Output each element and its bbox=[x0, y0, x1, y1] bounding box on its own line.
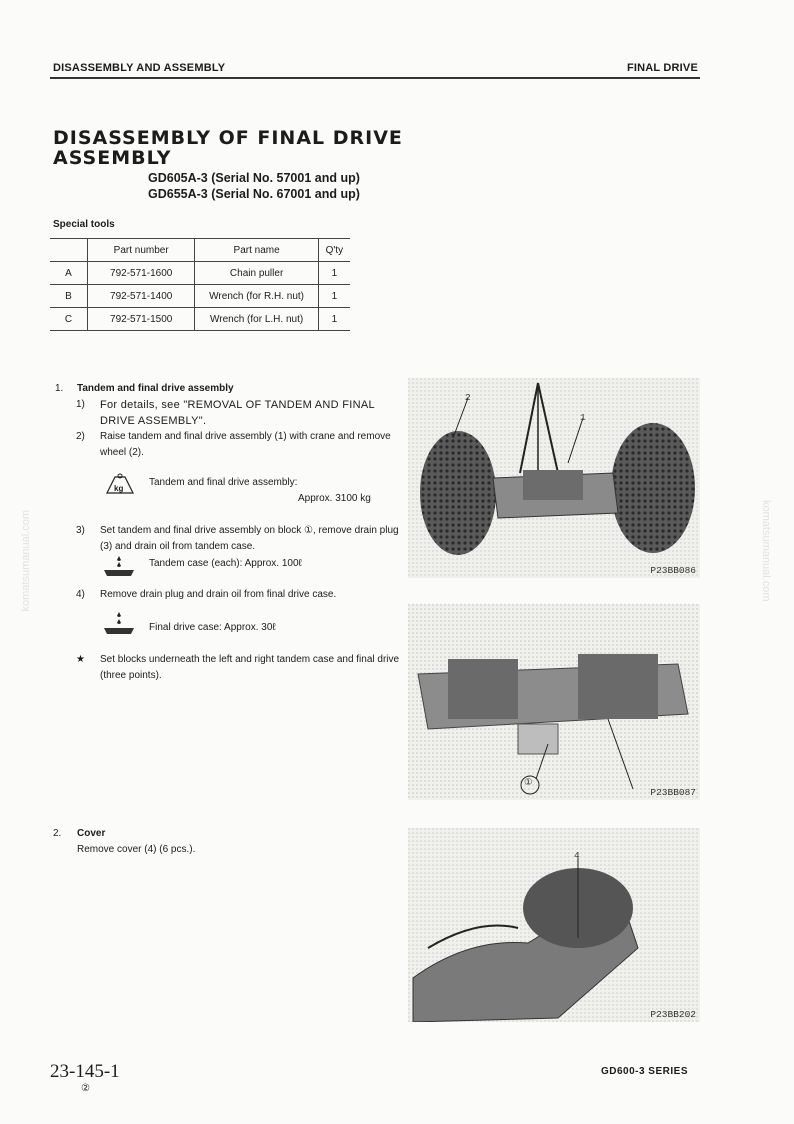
tool-part-number: 792-571-1500 bbox=[87, 308, 195, 331]
serial-gd655: GD655A-3 (Serial No. 67001 and up) bbox=[148, 187, 360, 201]
sub-number: 1) bbox=[76, 399, 85, 410]
tool-id: C bbox=[50, 308, 87, 331]
table-header-cell: Part number bbox=[87, 239, 195, 262]
tool-id: B bbox=[50, 285, 87, 308]
special-tools-label: Special tools bbox=[53, 219, 115, 230]
tool-part-number: 792-571-1600 bbox=[87, 262, 195, 285]
sub-text: Raise tandem and final drive assembly (1) with crane and remove wheel (2). bbox=[100, 431, 391, 458]
figure-tandem-on-blocks-illustration bbox=[408, 604, 700, 800]
callout-1: 1 bbox=[580, 412, 586, 423]
table-header-cell: Q'ty bbox=[318, 239, 350, 262]
weight-icon bbox=[103, 473, 137, 495]
figure-tandem-crane-illustration bbox=[408, 378, 700, 578]
sub-text: For details, see "REMOVAL OF TANDEM AND FINAL DRIVE ASSEMBLY". bbox=[100, 399, 375, 427]
watermark-left: komatsumanual.com bbox=[20, 510, 32, 612]
weight-icon-label: kg bbox=[114, 484, 124, 493]
page-title-line1: DISASSEMBLY OF FINAL DRIVE bbox=[53, 127, 403, 149]
sub-number: 4) bbox=[76, 589, 85, 600]
table-row bbox=[50, 308, 350, 331]
serial-gd605: GD605A-3 (Serial No. 57001 and up) bbox=[148, 171, 360, 185]
oil-final-drive-text: Final drive case: Approx. 30ℓ bbox=[149, 622, 276, 633]
tool-qty: 1 bbox=[318, 285, 350, 308]
watermark-right: komatsumanual.com bbox=[760, 500, 772, 602]
sub-text: Set tandem and final drive assembly on block ①, remove drain plug (3) and drain oil from tandem case. bbox=[100, 525, 399, 552]
step-2-title: Cover bbox=[77, 828, 106, 839]
special-tools-table bbox=[50, 238, 350, 331]
figure-code: P23BB087 bbox=[650, 787, 696, 798]
table-row bbox=[50, 285, 350, 308]
figure-code: P23BB202 bbox=[650, 1009, 696, 1020]
note-text: Set blocks underneath the left and right tandem case and final drive (three points). bbox=[100, 654, 400, 681]
tool-qty: 1 bbox=[318, 262, 350, 285]
weight-label: Tandem and final drive assembly: bbox=[149, 477, 298, 488]
figure-tandem-on-blocks bbox=[408, 604, 700, 800]
star-icon: ★ bbox=[76, 654, 85, 665]
sub-number: 2) bbox=[76, 431, 85, 442]
callout-2: 2 bbox=[465, 392, 471, 403]
page-title-line2: ASSEMBLY bbox=[53, 147, 172, 169]
tool-part-number: 792-571-1400 bbox=[87, 285, 195, 308]
tool-part-name: Wrench (for R.H. nut) bbox=[195, 285, 318, 308]
table-header-cell: Part name bbox=[195, 239, 318, 262]
header-section-title: DISASSEMBLY AND ASSEMBLY bbox=[53, 62, 226, 74]
page-number: 23-145-1 bbox=[50, 1061, 120, 1082]
figure-code: P23BB086 bbox=[650, 565, 696, 576]
figure-cover-removal bbox=[408, 828, 700, 1022]
figure-cover-removal-illustration bbox=[408, 828, 700, 1022]
table-row bbox=[50, 262, 350, 285]
tool-part-name: Chain puller bbox=[195, 262, 318, 285]
header-chapter-title: FINAL DRIVE bbox=[626, 62, 698, 74]
step-2-number: 2. bbox=[53, 828, 62, 839]
step-1-title: Tandem and final drive assembly bbox=[77, 383, 234, 394]
tool-part-name: Wrench (for L.H. nut) bbox=[195, 308, 318, 331]
series-label: GD600-3 SERIES bbox=[600, 1066, 688, 1077]
step-2-text: Remove cover (4) (6 pcs.). bbox=[77, 844, 196, 855]
header-rule bbox=[50, 77, 700, 79]
table-header-cell bbox=[50, 239, 87, 262]
sub-text: Remove drain plug and drain oil from final drive case. bbox=[100, 589, 337, 600]
oil-drain-icon bbox=[101, 611, 137, 635]
table-header-row bbox=[50, 239, 350, 262]
figure-tandem-crane bbox=[408, 378, 700, 578]
callout-4: 4 bbox=[574, 850, 580, 861]
callout-block-1: ① bbox=[524, 777, 533, 788]
oil-drain-icon bbox=[101, 555, 137, 577]
weight-value: Approx. 3100 kg bbox=[298, 493, 371, 504]
step-1-number: 1. bbox=[55, 383, 64, 394]
revision-mark: ② bbox=[81, 1083, 90, 1094]
page-title bbox=[53, 128, 403, 168]
tool-qty: 1 bbox=[318, 308, 350, 331]
tool-id: A bbox=[50, 262, 87, 285]
oil-tandem-text: Tandem case (each): Approx. 100ℓ bbox=[149, 558, 302, 569]
sub-number: 3) bbox=[76, 525, 85, 536]
